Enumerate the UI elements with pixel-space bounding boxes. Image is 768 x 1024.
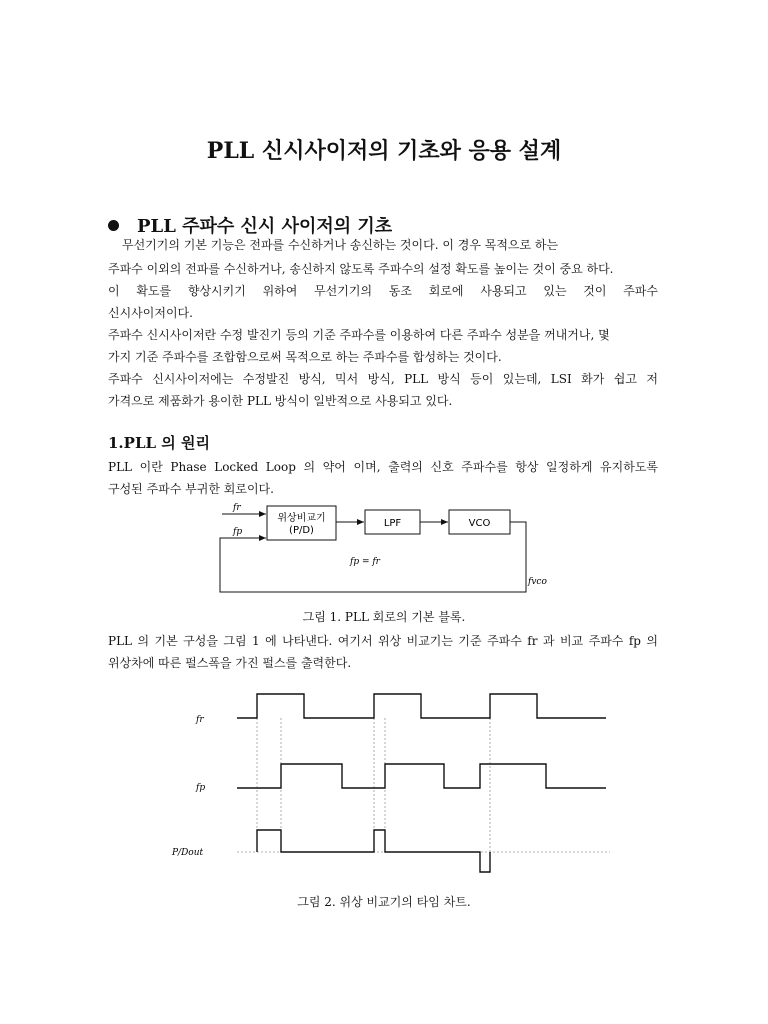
pd-label-line1: 위상비교기: [277, 513, 326, 524]
paragraph-line: 가격으로 제품화가 용이한 PLL 방식이 일반적으로 사용되고 있다.: [108, 394, 453, 408]
pd-out-waveform: [257, 830, 490, 872]
equation-label: fp = fr: [350, 557, 380, 567]
fp-label: fp: [196, 783, 206, 793]
lpf-label: LPF: [383, 518, 402, 529]
pll-block-diagram: [0, 500, 768, 610]
page-title: PLL 신시사이저의 기초와 응용 설계: [206, 138, 562, 164]
paragraph-line: 구성된 주파수 부귀한 회로이다.: [108, 482, 274, 496]
input-fr-label: fr: [233, 503, 241, 513]
bullet-icon: [108, 220, 119, 231]
timing-chart: [0, 690, 768, 880]
paragraph-line: 가지 기준 주파수를 조합함으로써 목적으로 하는 주파수를 합성하는 것이다.: [108, 350, 502, 364]
figure-caption-1: 그림 1. PLL 회로의 기본 블록.: [302, 610, 466, 624]
paragraph-line: 무선기기의 기본 기능은 전파를 수신하거나 송신하는 것이다. 이 경우 목적으로 하는: [122, 238, 559, 252]
section-heading-text: PLL 주파수 신시 사이저의 기초: [137, 216, 393, 237]
section-heading-pll-basics: [108, 212, 392, 238]
paragraph-line: 주파수 이외의 전파를 수신하거나, 송신하지 않도록 주파수의 설정 확도를 높이는 것이 중요 하다.: [108, 262, 614, 276]
pd-label-line2: (P/D): [289, 525, 314, 536]
fr-waveform: [237, 694, 606, 718]
vco-label: VCO: [468, 518, 491, 529]
subsection-heading-pll-principle: 1.PLL 의 원리: [108, 434, 210, 452]
input-fp-label: fp: [233, 527, 243, 537]
paragraph-line: 위상차에 따른 펄스폭을 가진 펄스를 출력한다.: [108, 656, 352, 670]
output-fvco-label: fvco: [528, 577, 547, 587]
fr-label: fr: [196, 715, 204, 725]
timing-guides: [237, 718, 610, 872]
figure-caption-2: 그림 2. 위상 비교기의 타임 차트.: [297, 895, 471, 909]
pd-out-label: P/Dout: [172, 848, 204, 858]
paragraph-line: PLL 이란 Phase Locked Loop 의 약어 이며, 출력의 신호 주파수를 항상 일정하게 유지하도록: [108, 460, 658, 474]
fp-waveform: [237, 764, 606, 788]
paragraph-line: 주파수 신시사이저란 수정 발진기 등의 기준 주파수를 이용하여 다른 주파수 성분을 꺼내거나, 몇: [108, 328, 610, 342]
paragraph-line: PLL 의 기본 구성을 그림 1 에 나타낸다. 여기서 위상 비교기는 기준 주파수 fr 과 비교 주파수 fp 의: [108, 634, 658, 648]
paragraph-line: 신시사이저이다.: [108, 306, 193, 320]
paragraph-line: 이 확도를 향상시키기 위하여 무선기기의 동조 회로에 사용되고 있는 것이 주파수: [108, 284, 658, 298]
paragraph-line: 주파수 신시사이저에는 수정발진 방식, 믹서 방식, PLL 방식 등이 있는데, LSI 화가 쉽고 저: [108, 372, 658, 386]
